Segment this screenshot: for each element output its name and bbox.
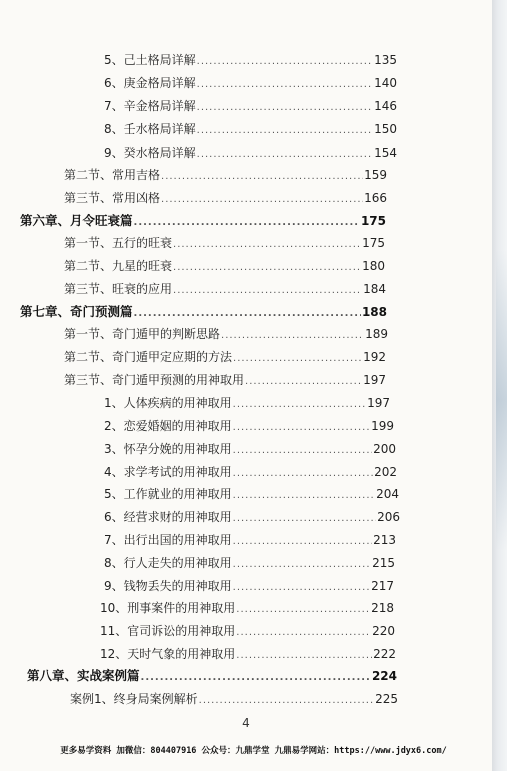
toc-leader: [221, 326, 364, 346]
toc-label: 第一节、奇门遁甲的判断思路: [64, 327, 221, 341]
toc-entry: [64, 188, 387, 208]
toc-label: 10、刑事案件的用神取用: [100, 601, 236, 615]
toc-label: 7、辛金格局详解: [104, 99, 196, 113]
toc-leader: [173, 258, 361, 278]
toc-leader: [199, 691, 374, 711]
toc-label: 12、天时气象的用神取用: [100, 647, 236, 661]
toc-entry: [104, 73, 397, 93]
toc-leader: [233, 349, 362, 369]
toc-page: 150: [374, 122, 397, 136]
toc-page: 192: [363, 350, 386, 364]
toc-page: 189: [365, 327, 388, 341]
toc-leader: [197, 52, 373, 72]
toc-page: 206: [377, 510, 400, 524]
toc-label: 案例1、终身局案例解析: [70, 692, 198, 706]
page-number: 4: [242, 716, 250, 730]
toc-label: 8、壬水格局详解: [104, 122, 196, 136]
toc-page: 146: [374, 99, 397, 113]
toc-page: 202: [374, 465, 397, 479]
toc-leader: [173, 281, 362, 301]
toc-entry: [64, 165, 387, 185]
toc-page: 188: [361, 305, 387, 319]
toc-entry: [104, 143, 397, 163]
toc-entry: [104, 576, 394, 596]
toc-entry: [104, 530, 396, 550]
toc-entry: [104, 393, 390, 413]
toc-page: 197: [367, 396, 390, 410]
toc-label: 11、官司诉讼的用神取用: [100, 624, 236, 638]
toc-page: 200: [373, 442, 396, 456]
toc-page: 159: [364, 168, 387, 182]
toc-leader: [197, 98, 373, 118]
toc-page: 184: [363, 282, 386, 296]
toc-page: 197: [363, 373, 386, 387]
toc-label: 5、工作就业的用神取用: [104, 487, 232, 501]
toc-page: 213: [373, 533, 396, 547]
toc-page: 224: [371, 669, 397, 683]
toc-leader: [197, 75, 373, 95]
toc-leader: [173, 235, 361, 255]
toc-leader: [233, 578, 370, 598]
toc-leader: [233, 509, 376, 529]
toc-entry: [64, 279, 386, 299]
toc-label: 第三节、奇门遁甲预测的用神取用: [64, 373, 245, 387]
toc-label: 5、己土格局详解: [104, 53, 196, 67]
next-page-edge: [492, 0, 507, 771]
toc-page: 217: [371, 579, 394, 593]
toc-label: 第二节、九星的旺衰: [64, 259, 173, 273]
toc-leader: [233, 418, 370, 438]
toc-entry: [104, 416, 394, 436]
toc-entry: [100, 644, 396, 664]
toc-entry: [104, 50, 397, 70]
toc-page: 140: [374, 76, 397, 90]
toc-page: 175: [360, 214, 386, 228]
toc-label: 9、癸水格局详解: [104, 146, 196, 160]
toc-label: 第二节、常用吉格: [64, 168, 161, 182]
toc-entry: [104, 507, 400, 527]
toc-leader: [161, 167, 363, 187]
toc-entry: [104, 119, 397, 139]
toc-entry: [64, 324, 388, 344]
toc-page: 175: [362, 236, 385, 250]
toc-entry: [104, 96, 397, 116]
toc-leader: [233, 441, 372, 461]
toc-leader: [161, 190, 363, 210]
toc-leader: [236, 623, 371, 643]
toc-entry: [100, 621, 395, 641]
toc-leader: [233, 486, 375, 506]
toc-entry: [104, 439, 396, 459]
toc-label: 第三节、旺衰的应用: [64, 282, 173, 296]
toc-leader: [245, 372, 362, 392]
toc-leader: [236, 600, 370, 620]
toc-chapter: [20, 211, 386, 231]
toc-label: 9、钱物丢失的用神取用: [104, 579, 232, 593]
toc-page: 215: [372, 556, 395, 570]
toc-page: 220: [372, 624, 395, 638]
toc-leader: [233, 532, 372, 552]
toc-entry: [64, 347, 386, 367]
toc-label: 第三节、常用凶格: [64, 191, 161, 205]
toc-page: 135: [374, 53, 397, 67]
toc-page: 225: [375, 692, 398, 706]
toc-label: 8、行人走失的用神取用: [104, 556, 232, 570]
toc-entry: [64, 256, 385, 276]
toc-label: 7、出行出国的用神取用: [104, 533, 232, 547]
toc-label: 第一节、五行的旺衰: [64, 236, 173, 250]
toc-entry: [104, 553, 395, 573]
toc-entry: [64, 233, 385, 253]
toc-entry: [104, 462, 397, 482]
toc-leader: [233, 464, 373, 484]
toc-page: 199: [371, 419, 394, 433]
toc-chapter: [27, 666, 397, 686]
toc-entry: [100, 598, 394, 618]
toc-leader: [134, 304, 361, 324]
toc-label: 第七章、奇门预测篇: [20, 304, 133, 319]
toc-leader: [134, 213, 360, 233]
toc-leader: [236, 646, 372, 666]
watermark-footer: 更多易学资料 加微信：804407916 公众号：九鼎学堂 九鼎易学网站：https://www.jdyx6.com/: [60, 746, 447, 756]
toc-chapter: [20, 302, 387, 322]
toc-leader: [233, 395, 366, 415]
toc-leader: [197, 121, 373, 141]
toc-leader: [233, 555, 371, 575]
toc-label: 第六章、月令旺衰篇: [20, 213, 133, 228]
toc-page: 154: [374, 146, 397, 160]
toc-leader: [197, 145, 373, 165]
toc-entry: [104, 484, 399, 504]
toc-page: 222: [373, 647, 396, 661]
toc-page: 166: [364, 191, 387, 205]
toc-label: 6、庚金格局详解: [104, 76, 196, 90]
toc-label: 1、人体疾病的用神取用: [104, 396, 232, 410]
toc-page: 204: [376, 487, 399, 501]
toc-leader: [141, 668, 371, 688]
toc-entry: [70, 689, 398, 709]
toc-label: 第二节、奇门遁甲定应期的方法: [64, 350, 233, 364]
toc-label: 4、求学考试的用神取用: [104, 465, 232, 479]
toc-entry: [64, 370, 386, 390]
toc-page: 180: [362, 259, 385, 273]
toc-page: 218: [371, 601, 394, 615]
toc-label: 2、恋爱婚姻的用神取用: [104, 419, 232, 433]
toc-label: 3、怀孕分娩的用神取用: [104, 442, 232, 456]
toc-label: 6、经营求财的用神取用: [104, 510, 232, 524]
toc-label: 第八章、实战案例篇: [27, 668, 140, 683]
